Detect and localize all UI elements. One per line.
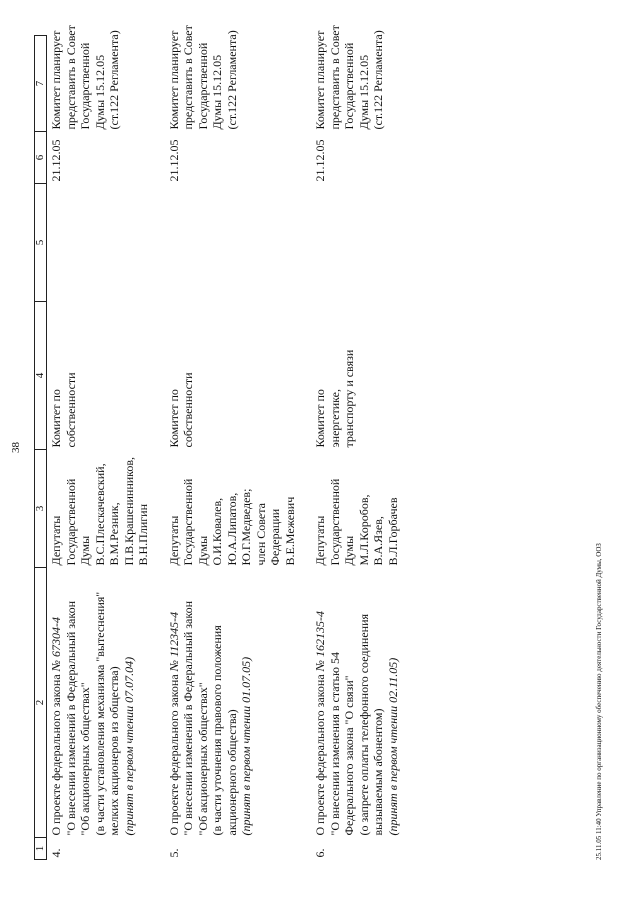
consideration-date: 21.12.05	[166, 139, 181, 182]
column-header-3: 3	[35, 450, 47, 568]
committee-line: Комитет по	[313, 389, 327, 448]
table-row	[311, 36, 414, 860]
committee-line: собственности	[63, 372, 78, 448]
column-5-cell	[165, 184, 312, 302]
bill-line: (принят в первом чтении 01.07.05)	[239, 656, 253, 836]
author-line: Ю.А.Липатов,	[224, 492, 239, 566]
bill-line: вызываемым абонентом)	[371, 708, 385, 836]
author-line: В.А.Язев,	[371, 516, 385, 566]
committee-note	[311, 25, 414, 132]
bill-line: "О внесении изменений в Федеральный закон	[63, 600, 78, 836]
author-line: М.Л.Коробов,	[356, 494, 371, 566]
column-header-5: 5	[35, 184, 47, 302]
note-line: Думы 15.12.05	[210, 54, 224, 130]
note-line: представить в Совет	[63, 25, 78, 130]
responsible-committee	[165, 302, 312, 450]
consideration-date: 21.12.05	[313, 139, 327, 182]
page-number: 38	[10, 442, 22, 453]
column-5-cell	[47, 184, 165, 302]
author-line: О.И.Ковалев,	[210, 497, 224, 566]
bill-line: "О внесении изменения в статью 54	[327, 652, 342, 836]
column-header-6: 6	[35, 132, 47, 184]
row-number: 5.	[166, 848, 181, 858]
committee-line: Комитет по	[166, 389, 181, 448]
note-line: представить в Совет	[327, 25, 342, 130]
column-header-row	[35, 36, 47, 860]
rotated-page	[10, 20, 610, 880]
bill-authors	[311, 450, 414, 568]
responsible-committee	[47, 302, 165, 450]
note-line: (ст.122 Регламента)	[107, 30, 121, 130]
committee-line: собственности	[181, 372, 195, 448]
note-line: (ст.122 Регламента)	[224, 30, 239, 130]
column-header-7: 7	[35, 36, 47, 132]
author-line: Думы	[342, 535, 356, 566]
bill-authors	[165, 450, 312, 568]
bill-description	[47, 568, 165, 838]
table-row	[47, 36, 165, 860]
column-header-4: 4	[35, 302, 47, 450]
responsible-committee	[311, 302, 414, 450]
bill-authors	[47, 450, 165, 568]
author-line: член Совета	[253, 503, 268, 566]
note-line: Государственной	[342, 42, 356, 130]
bill-number: № 67304-4	[49, 617, 63, 672]
bill-line: Федерального закона "О связи"	[342, 675, 356, 836]
author-line: В.Л.Горбачев	[385, 497, 400, 566]
bill-line: (в части уточнения правового положения	[210, 625, 224, 836]
bill-number: № 162135-4	[313, 611, 327, 672]
row-number: 6.	[313, 848, 327, 858]
author-line: Федерации	[268, 508, 282, 566]
bill-line: О проекте федерального закона № 112345-4	[166, 611, 181, 836]
row-number: 4.	[49, 848, 63, 858]
column-header-1: 1	[35, 838, 47, 860]
bill-line: О проекте федерального закона № 162135-4	[313, 611, 327, 836]
author-line: Депутаты	[49, 515, 63, 566]
note-line: представить в Совет	[181, 25, 195, 130]
bill-line: "О внесении изменений в Федеральный закон	[181, 600, 195, 836]
author-line: В.С.Плескачевский,	[92, 463, 107, 566]
print-footer: 25.11.05 11:40 Управление по организационному обеспечению деятельности Государственной Думы, ООЗ	[595, 543, 603, 860]
author-line: Думы	[78, 535, 92, 566]
author-line: Ю.Г.Медведев;	[239, 488, 253, 566]
author-line: Депутаты	[166, 515, 181, 566]
author-line: Государственной	[181, 478, 195, 566]
note-line: Комитет планирует	[166, 30, 181, 130]
bill-description	[311, 568, 414, 838]
bill-line: "Об акционерных обществах"	[195, 682, 210, 836]
note-line: Государственной	[78, 42, 92, 130]
bill-description	[165, 568, 312, 838]
author-line: Государственной	[327, 478, 342, 566]
author-line: В.М.Резник,	[107, 502, 121, 566]
bill-line: О проекте федерального закона № 67304-4	[49, 617, 63, 836]
committee-line: Комитет по	[49, 389, 63, 448]
note-line: Комитет планирует	[313, 30, 327, 130]
author-line: Думы	[195, 535, 210, 566]
bill-line: мелких акционеров из общества)	[107, 666, 121, 836]
note-line: (ст.122 Регламента)	[371, 30, 385, 130]
committee-line: энергетике,	[327, 388, 342, 448]
committee-note	[165, 25, 312, 132]
consideration-date: 21.12.05	[49, 139, 63, 182]
committee-note	[47, 25, 165, 132]
author-line: Государственной	[63, 478, 78, 566]
column-header-2: 2	[35, 568, 47, 838]
note-line: Комитет планирует	[49, 30, 63, 130]
committee-line: транспорту и связи	[342, 349, 356, 448]
bill-line: (принят в первом чтении 07.07.04)	[121, 656, 136, 836]
column-5-cell	[311, 184, 414, 302]
author-line: В.Е.Межевич	[282, 496, 297, 566]
bill-number: № 112345-4	[166, 611, 181, 672]
table-body	[47, 25, 415, 860]
note-line: Думы 15.12.05	[92, 54, 107, 130]
author-line: П.В.Крашенинников,	[121, 456, 136, 566]
author-line: Депутаты	[313, 515, 327, 566]
bill-line: (о запрете оплаты телефонного соединения	[356, 613, 371, 836]
bill-line: акционерного общества)	[224, 709, 239, 836]
note-line: Государственной	[195, 42, 210, 130]
bill-line: "Об акционерных обществах"	[78, 682, 92, 836]
author-line: В.Н.Плигин	[136, 503, 150, 566]
note-line: Думы 15.12.05	[356, 54, 371, 130]
bills-table	[34, 25, 414, 860]
bill-line: (принят в первом чтении 02.11.05)	[385, 657, 400, 836]
table-row	[165, 36, 312, 860]
bill-line: (в части установления механизма "вытеснения"	[92, 591, 107, 836]
